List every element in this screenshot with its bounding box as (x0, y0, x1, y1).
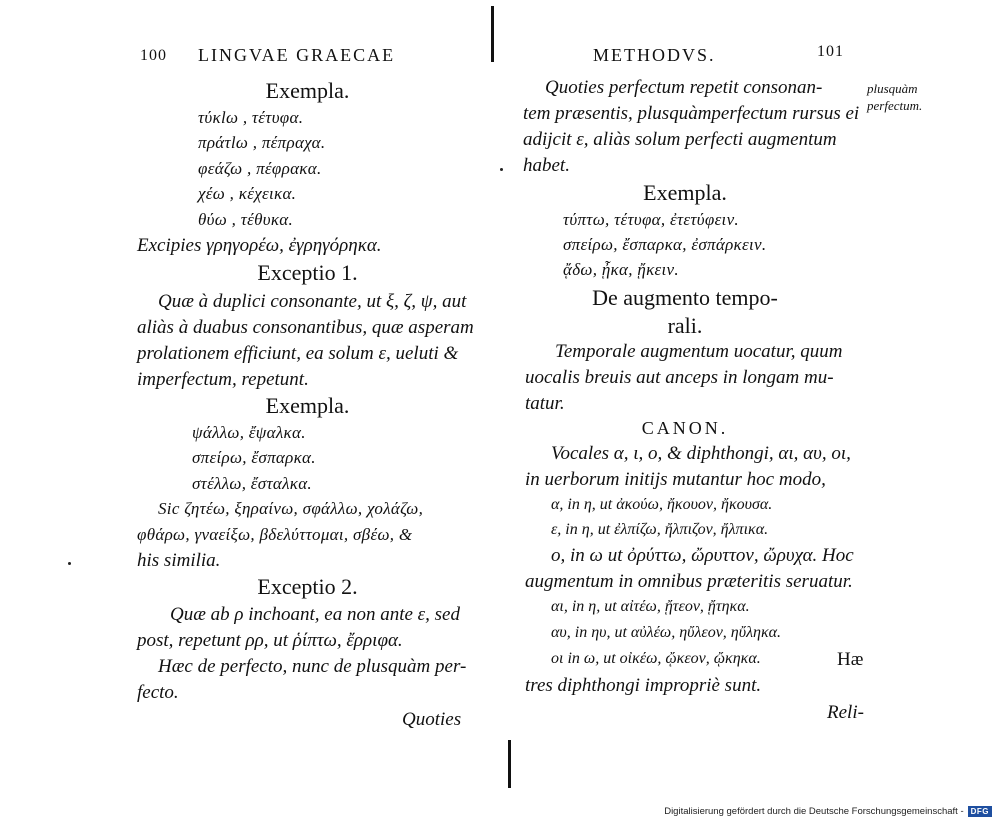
exempla2-line-1: ψάλλω, ἔψαλκα. (192, 423, 306, 442)
augmento-heading-line-1: De augmento tempo- (592, 285, 778, 310)
exempla1-line-1: τύκlω , τέτυφα. (198, 108, 304, 127)
exempla1-line-3: φεάζω , πέφρακα. (198, 159, 322, 178)
canon-line-5: ο, in ω ut ὀρύττω, ὤρυττον, ὤρυχα. Hoc (551, 545, 854, 566)
gutter-speck (500, 168, 503, 171)
intro-line-2: tem præsentis, plusquàmperfectum rursus ei (523, 103, 860, 124)
temporale-line-2: uocalis breuis aut anceps in longam mu- (525, 367, 834, 388)
sic-line-2: φθάρω, γναείξω, βδελύττομαι, σβέω, & (137, 525, 413, 544)
exempla2-line-3: στέλλω, ἔσταλκα. (192, 474, 312, 493)
exceptio1-line-1: Quæ à duplici consonante, ut ξ, ζ, ψ, aut (158, 291, 467, 312)
exceptio-2-heading: Exceptio 2. (257, 574, 358, 599)
hae-word: Hæ (837, 649, 864, 670)
exceptio1-line-4: imperfectum, repetunt. (137, 369, 309, 390)
left-catchword: Quoties (402, 709, 462, 730)
sic-line-1: Sic ζητέω, ξηραίνω, σφάλλω, χολάζω, (158, 499, 424, 518)
exempla1-line-2: πράτlω , πέπραχα. (198, 133, 326, 152)
exceptio1-line-2: aliàs à duabus consonantibus, quæ asperam (137, 317, 474, 338)
exceptio1-line-3: prolationem efficiunt, ea solum ε, ueluti & (137, 343, 459, 364)
exempla1-line-4: χέω , κέχεικα. (198, 184, 297, 203)
exceptio2-line-4: fecto. (137, 682, 179, 703)
exceptio-1-heading: Exceptio 1. (257, 260, 358, 285)
margin-note-line-1: plusquàm (867, 81, 918, 96)
left-page-number: 100 (140, 47, 167, 64)
right-running-head: METHODVS. (593, 45, 716, 65)
augmento-heading-line-2: rali. (667, 313, 703, 338)
intro-line-3: adijcit ε, aliàs solum perfecti augmentum (523, 129, 837, 150)
canon-line-1: Vocales α, ι, ο, & diphthongi, αι, αυ, οι, (551, 443, 851, 464)
left-running-head: LINGVAE GRAECAE (198, 45, 396, 65)
right-exempla-line-2: σπείρω, ἔσπαρκα, ἐσπάρκειν. (563, 235, 767, 254)
footer-credit (664, 806, 992, 817)
canon-line-8: αυ, in ηυ, ut αὐλέω, ηὔλεον, ηὔληκα. (551, 624, 782, 641)
exceptio2-line-2: post, repetunt ρρ, ut ῥίπτω, ἔρριφα. (137, 630, 403, 651)
canon-line-9: οι in ω, ut οἰκέω, ᾤκεον, ᾤκηκα. (551, 650, 761, 667)
excipies-line: Excipies γρηγορέω, ἐγρηγόρηκα. (137, 235, 382, 256)
exempla2-line-2: σπείρω, ἔσπαρκα. (192, 448, 316, 467)
footer-text: Digitalisierung gefördert durch die Deutsche Forschungsgemeinschaft - (664, 806, 964, 817)
canon-line-2: in uerborum initijs mutantur hoc modo, (525, 469, 826, 490)
right-exempla-line-1: τύπτω, τέτυφα, ἐτετύφειν. (563, 210, 739, 229)
exceptio2-line-3: Hæc de perfecto, nunc de plusquàm per- (158, 656, 467, 677)
canon-line-3: α, in η, ut ἀκούω, ἤκουον, ἤκουσα. (551, 496, 773, 513)
intro-line-1: Quoties perfectum repetit consonan- (545, 77, 823, 98)
temporale-line-1: Temporale augmentum uocatur, quum (555, 341, 843, 362)
right-catchword: Reli- (827, 702, 864, 723)
canon-line-10: tres diphthongi impropriè sunt. (525, 675, 762, 696)
right-exempla-heading: Exempla. (643, 180, 727, 205)
right-page-number: 101 (817, 43, 844, 60)
exempla-heading-2: Exempla. (265, 393, 350, 418)
canon-heading: CANON. (641, 418, 729, 438)
exempla1-line-5: θύω , τέθυκα. (198, 210, 294, 229)
intro-line-4: habet. (523, 155, 570, 176)
right-exempla-line-3: ᾄδω, ᾖκα, ᾔκειν. (563, 260, 679, 279)
canon-line-6: augmentum in omnibus præteritis seruatur. (525, 571, 853, 592)
sic-line-3: his similia. (137, 550, 221, 571)
gutter-fold-mark-bottom (508, 740, 511, 788)
canon-line-7: αι, in η, ut αἰτέω, ᾔτεον, ᾔτηκα. (551, 598, 750, 615)
temporale-line-3: tatur. (525, 393, 565, 414)
exempla-heading-1: Exempla. (265, 78, 350, 103)
exceptio2-line-1: Quæ ab ρ inchoant, ea non ante ε, sed (170, 604, 460, 625)
margin-note-line-2: perfectum. (867, 98, 923, 113)
margin-speck (68, 562, 71, 565)
dfg-logo: DFG (968, 806, 992, 817)
gutter-fold-mark-top (491, 6, 494, 62)
canon-line-4: ε, in η, ut ἐλπίζω, ἤλπιζον, ἤλπικα. (551, 521, 769, 538)
